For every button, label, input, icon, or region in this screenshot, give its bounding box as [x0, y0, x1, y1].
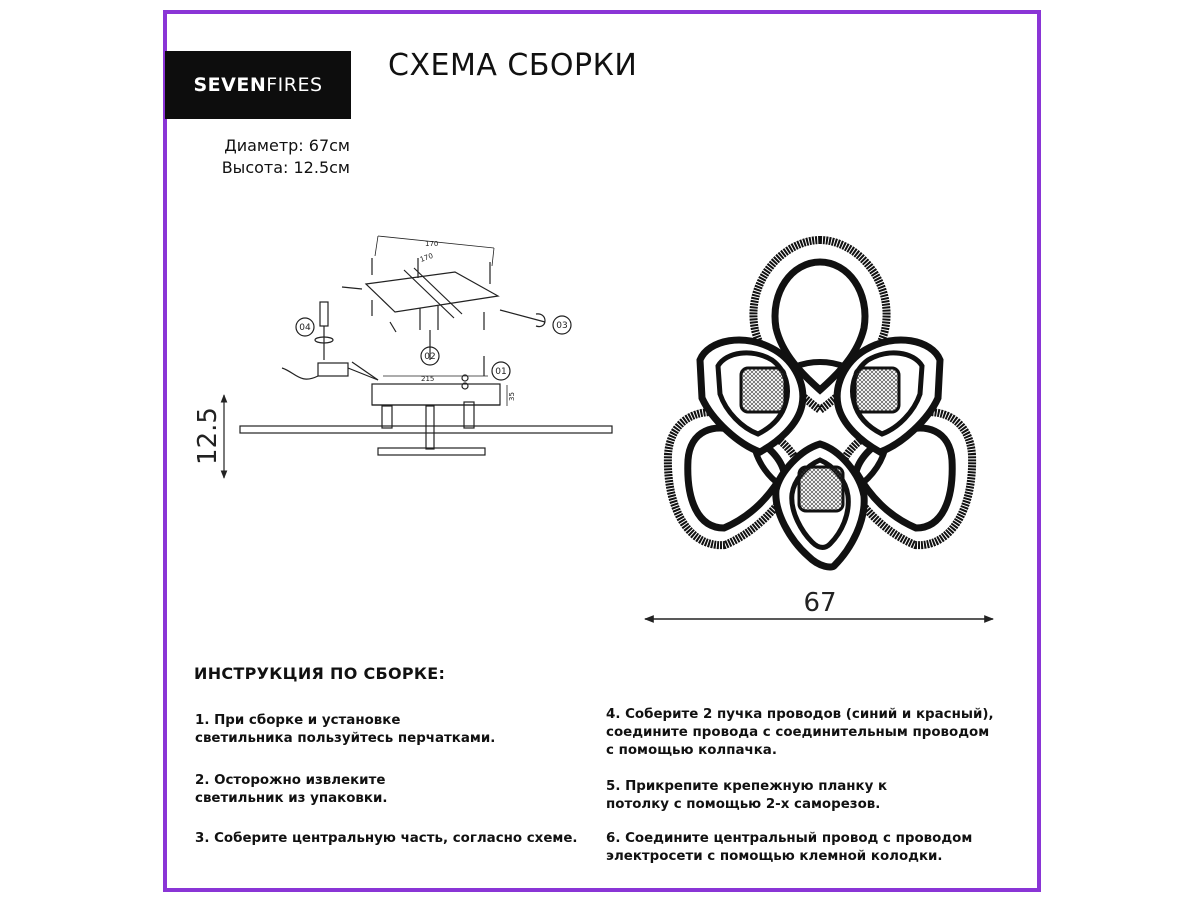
- instructions-heading: ИНСТРУКЦИЯ ПО СБОРКЕ:: [194, 664, 446, 683]
- callout-01-label: 01: [495, 367, 507, 377]
- instruction-step-5: 5. Прикрепите крепежную планку к потолку с помощью 2-х саморезов.: [606, 779, 888, 812]
- callout-02-label: 02: [424, 352, 436, 362]
- diffuser-bottom: [799, 467, 843, 511]
- instruction-step-3: 3. Соберите центральную часть, согласно схеме.: [195, 831, 578, 846]
- brand-name-bold: SEVEN: [193, 74, 267, 96]
- dim-170-angle: 170: [418, 251, 435, 264]
- side-wire: [282, 368, 318, 379]
- diffuser-upper-left: [741, 368, 785, 412]
- instruction-step-4: 4. Соберите 2 пучка проводов (синий и красный), соедините провода с соединительным проводом с помощью колпачка.: [606, 707, 994, 758]
- instruction-step-2: 2. Осторожно извлеките светильник из упаковки.: [195, 773, 388, 806]
- callout-04-label: 03: [556, 321, 568, 331]
- screwdriver-icon: [320, 302, 328, 326]
- side-stem-center: [426, 406, 434, 449]
- terminal-block: [318, 363, 348, 376]
- instruction-step-6: 6. Соедините центральный провод с проводом электросети с помощью клемной колодки.: [606, 831, 973, 864]
- instruction-step-1: 1. При сборке и установке светильника пользуйтесь перчатками.: [195, 713, 496, 746]
- mounting-bracket: [366, 272, 498, 312]
- dim-215: 215: [421, 375, 435, 383]
- height-label: 12.5: [193, 407, 223, 465]
- dim-170-top: 170: [425, 240, 439, 248]
- diffuser-upper-right: [855, 368, 899, 412]
- brand-name-light: FIRES: [266, 74, 323, 96]
- side-stem-right: [464, 402, 474, 428]
- side-view: [224, 236, 612, 478]
- side-stem-left: [382, 406, 392, 428]
- width-label: 67: [803, 588, 837, 618]
- top-view: [645, 240, 993, 619]
- side-canopy: [372, 384, 500, 405]
- spec-height: Высота: 12.5см: [221, 158, 350, 177]
- dim-35: 35: [508, 392, 516, 401]
- spec-diameter: Диаметр: 67см: [224, 136, 350, 155]
- callout-03-label: 04: [299, 323, 311, 333]
- page-title: СХЕМА СБОРКИ: [388, 48, 638, 83]
